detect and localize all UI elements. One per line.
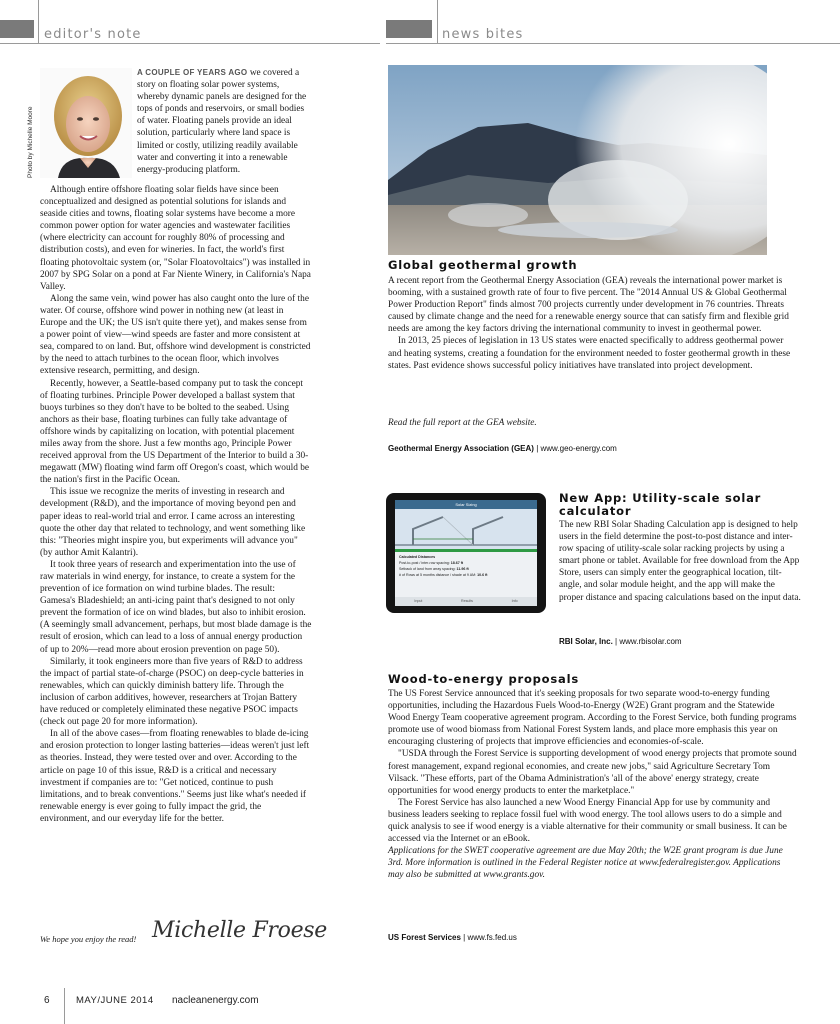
- geothermal-paragraph-1: A recent report from the Geothermal Energy Association (GEA) reveals the international power market is booming, with a sustained growth rate of four to five percent. The "2014 Annual US & Global Geothermal Power Production Report" finds almost 700 projects currently under development in 76 countries. Threats caused by climate change and the need for a renewable energy source that can satisfy firm and flexible grid needs are among the key factors driving the international community to invest in geothermal power.: [388, 276, 789, 335]
- app-title: New App: Utility-scale solar calculator: [559, 491, 762, 518]
- header-left-block: [0, 20, 34, 38]
- editor-paragraph-8: In all of the above cases—from floating renewables to blade de-icing and erosion protection to longer lasting batteries—ideas weren't just left as theories. Instead, they were tested over and over. According to the article on page 10 of this issue, R&D is a critical and necessary investment if companies are to: "Get noticed, continue to push limitations, and to break conventions." Seems just like what's needed if renewable energy is ever going to fully impact the grid, the environment, and our everyday life for the better.: [40, 729, 310, 824]
- geothermal-photo: [388, 65, 767, 255]
- editor-paragraph-3: Along the same vein, wind power has also caught onto the lure of the water. Of course, offshore wind power in nothing new (at least in Europe and the UK; the US isn't quite there yet), and makes sense from a power point of view—wind speeds are faster and more consistent at sea, compared to on land. But, offshore wind development is constricted by the need to attach turbines to the ocean floor, which involves extensive research, permitting, and design.: [40, 293, 311, 377]
- tablet-image: [386, 493, 546, 613]
- editor-portrait: [40, 68, 132, 178]
- editor-paragraph-7: Similarly, it took engineers more than five years of R&D to address the impact of partial state-of-charge (PSOC) on deep-cycle batteries in renewables, which can quickly diminish battery life. Through the inclusion of carbon additives, however, researchers at Trojan Battery have reduced or completely eliminated these negative PSOC impacts (check out page 20 for more information).: [40, 656, 304, 728]
- geothermal-source: [388, 444, 617, 453]
- app-tab-input[interactable]: Input: [414, 599, 423, 603]
- section-label-editors-note: editor's note: [44, 27, 142, 42]
- geothermal-paragraph-2: In 2013, 25 pieces of legislation in 13 US states were enacted specifically to address geothermal power and heating systems, creating a foundation for the environment needed to foster geothermal growth in these states. Past evidence shows successful policy initiatives have translated into project development.: [388, 336, 791, 371]
- app-paragraph: The new RBI Solar Shading Calculation app is designed to help users in the field determine the post-to-post distance and inter-row spacing of utility-scale solar racking projects by using a smart phone or tablet. Available for free download from the App Store, users can simply enter the geographical location, tilt-angle, and solar module height, and the app will make the proper distance and spacing calculations based on the input data.: [559, 520, 801, 603]
- geothermal-source-name: Geothermal Energy Association (GEA): [388, 444, 534, 453]
- header-right-rule: [386, 43, 840, 44]
- app-diagram: [395, 509, 537, 549]
- wood-body: [388, 688, 798, 882]
- wood-source-url[interactable]: | www.fs.fed.us: [463, 933, 517, 942]
- wood-paragraph-3: The Forest Service has also launched a new Wood Energy Financial App for use by community and business leaders seeking to replace fossil fuel with wood energy. The tool allows users to do a simple and quick analysis to see if wood energy is a viable alternative for their community or small business. It can be accessed via the Internet or an eBook.: [388, 797, 787, 845]
- app-source-url[interactable]: | www.rbisolar.com: [615, 637, 682, 646]
- issue-date: MAY/JUNE 2014: [76, 995, 154, 1006]
- app-section-label: Calculated Distances: [399, 555, 436, 559]
- tablet-screen: [395, 500, 537, 606]
- wood-applications-note: Applications for the SWET cooperative agreement are due May 20th; the W2E grant program is due June 3rd. More information is outlined in the Federal Register notice at www.federalregister.gov. Applications may also be submitted at www.grants.gov.: [388, 846, 783, 881]
- app-results: [395, 552, 537, 580]
- wood-paragraph-1: The US Forest Service announced that it's seeking proposals for two separate wood-to-energy funding opportunities, including the Hazardous Fuels Wood-to-Energy (W2E) Grant program and the Statewide Wood Energy Team cooperative agreement program. According to the Forest Service, both funding programs promote use of wood biomass from National Forest System lands, and place more emphasis this year on encouraging clustering of projects that improve efficiencies and economies-of-scale.: [388, 689, 797, 748]
- geothermal-body: [388, 275, 798, 372]
- wood-source: [388, 933, 517, 942]
- page-number: 6: [44, 995, 50, 1006]
- app-source: [559, 637, 682, 646]
- app-tabbar: [395, 597, 537, 606]
- editor-paragraph-4: Recently, however, a Seattle-based company put to task the concept of floating turbines. Principle Power developed a ballast system that buoys turbines so they don't have to be bolted to the seabed. Using anchors as their base, floating turbines can fully take advantage of offshore winds by capitalizing on location, with potential placement miles away from the shore. Just a few months ago, Principle Power received approval from the US Department of the Interior to build a 30-megawatt (MW) floating wind farm off Oregon's coast, which would be the nation's first in the Pacific Ocean.: [40, 378, 310, 486]
- app-result-row: Post-to-post / inter-row spacing: 18.67 ft: [399, 561, 464, 565]
- header-left-divider: [38, 0, 39, 44]
- footer-divider: [64, 988, 65, 1024]
- header-right-block: [386, 20, 432, 38]
- app-tab-results[interactable]: Results: [461, 599, 473, 603]
- editor-paragraph-2: Although entire offshore floating solar fields have since been conceptualized and designed as potential solutions for islands and seaside cities and towns, floating solar systems have become a more common power option for water agencies and wastewater facilities (where electricity can account for roughly 80% of processing and distribution costs), and even for wineries. In fact, the world's first floating photovoltaic system (or, "Solar Floatovoltaics") was installed in 2007 by SPG Solar on a pond at Far Niente Winery, in California's Napa Valley.: [40, 185, 311, 292]
- header-right-divider: [437, 0, 438, 44]
- app-result-row: Setback of land from array spacing: 11.96 ft: [399, 567, 469, 571]
- site-url[interactable]: nacleanenergy.com: [172, 995, 259, 1006]
- app-tab-info[interactable]: Info: [511, 599, 518, 603]
- editor-paragraph-5: This issue we recognize the merits of investing in research and development (R&D), and the importance of moving beyond pen and paper ideas to real-world trial and error. I came across an interesting quote the other day that related to technology, and went something like this: "Theories might inspire you, but experiments will advance you" (by author Amit Kalantri).: [40, 487, 306, 558]
- header-left-rule: [0, 43, 380, 44]
- app-result-row: # of Rows at 5 months distance / shade at 9 AM: 10.6 ft: [399, 573, 488, 577]
- editor-paragraph-6: It took three years of research and experimentation into the use of raw materials in wind energy, for instance, to create a system for the prevention of ice formation on wind turbine blades. The result: Gamesa's Bladeshield; an anti-icing paint that's designed to not only prevent the formation of ice on wind blades, but also to inhibit erosion. (A seemingly small advancement, perhaps, but most blade damage is the result of erosion, which can lead to a loss of annual energy production of up to 20%—read more about erosion prevention on page 50).: [40, 559, 312, 655]
- app-source-name: RBI Solar, Inc.: [559, 637, 613, 646]
- app-titlebar: Solar Sizing: [395, 500, 537, 509]
- wood-paragraph-2: "USDA through the Forest Service is supporting development of wood energy projects that promote sound forest management, expand regional economies, and create new jobs," said Agriculture Secretary Tom Vilsack. "These efforts, part of the Obama Administration's 'all of the above' energy strategy, create opportunities for wood energy products to enter the marketplace.": [388, 749, 797, 796]
- wood-title: Wood-to-energy proposals: [388, 672, 579, 686]
- wood-source-name: US Forest Services: [388, 933, 461, 942]
- section-label-news-bites: news bites: [442, 27, 524, 42]
- lead-in: A COUPLE OF YEARS AGO: [137, 68, 248, 77]
- editor-note-body: [40, 184, 312, 825]
- photo-credit: Photo by Michelle Moore: [27, 106, 34, 178]
- app-body: [559, 519, 801, 604]
- editor-note-intro: [137, 67, 313, 176]
- geothermal-title: Global geothermal growth: [388, 258, 578, 272]
- editor-signature: Michelle Froese: [152, 918, 328, 943]
- editor-paragraph-1: A COUPLE OF YEARS AGO we covered a story on floating solar power systems, whereby dynamic panels are designed for the tops of ponds and reservoirs, or small bodies of water. Floating panels provide an ideal solution, particularly where land space is limited or costly, utilizing readily available water and converting it into a renewable energy-producing platform.: [137, 68, 307, 175]
- geothermal-source-url[interactable]: | www.geo-energy.com: [536, 444, 617, 453]
- geothermal-readmore: Read the full report at the GEA website.: [388, 418, 537, 428]
- editor-signoff: We hope you enjoy the read!: [40, 934, 137, 944]
